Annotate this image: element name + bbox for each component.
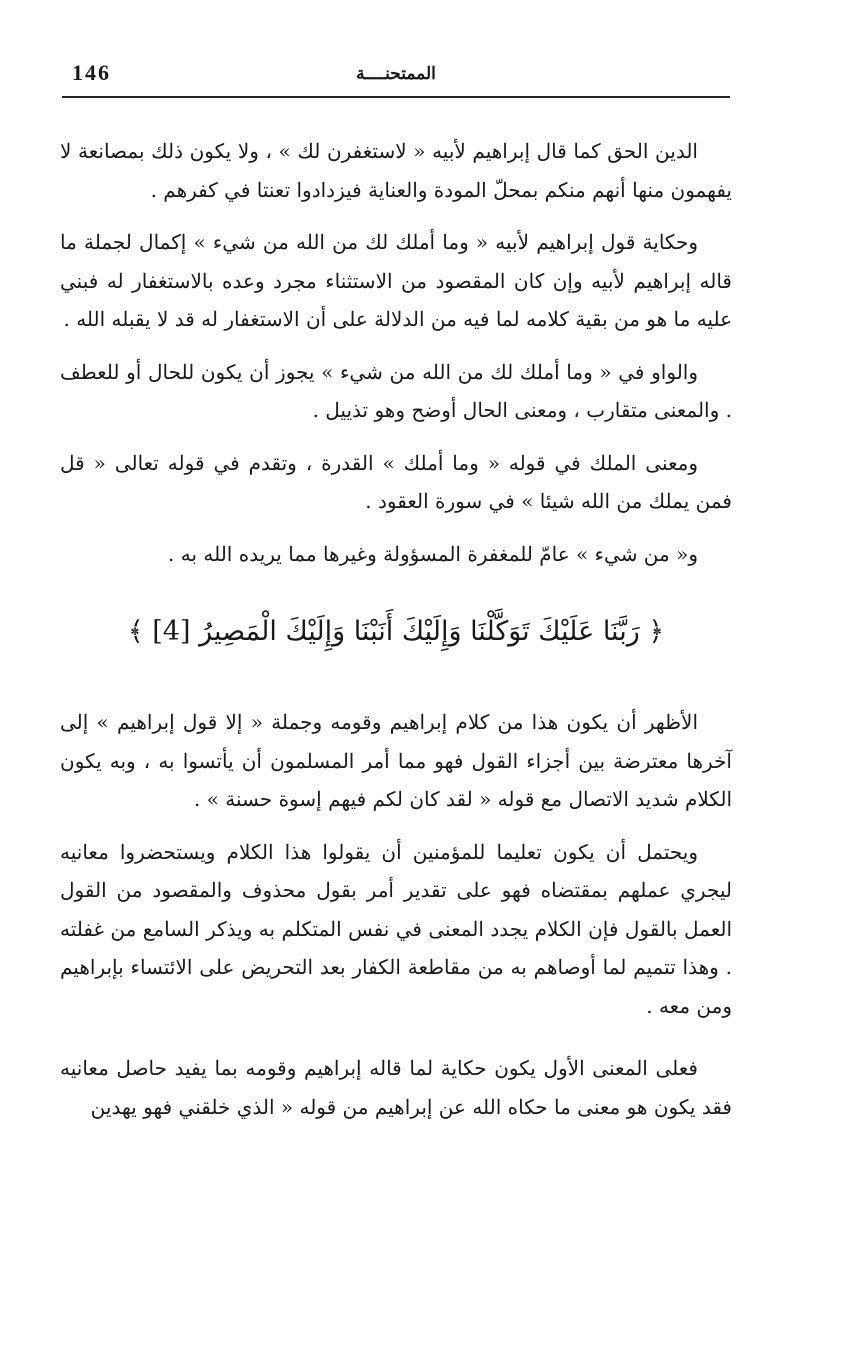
paragraph: فعلى المعنى الأول يكون حكاية لما قاله إبراهيم وقومه بما يفيد حاصل معانيه فقد يكون هو معنى ما حكاه الله عن إبراهيم من قوله « الذي خلقني فهو يهدين: [60, 1056, 732, 1119]
quran-verse: ﴿ رَبَّنَا عَلَيْكَ تَوَكَّلْنَا وَإِلَيْكَ أَنَبْنَا وَإِلَيْكَ الْمَصِيرُ [4] ﴾: [127, 616, 665, 647]
page-number: 146: [72, 60, 111, 85]
running-title: الممتحنــــة: [356, 64, 436, 84]
paragraph: والواو في « وما أملك لك من الله من شيء » يجوز أن يكون للحال أو للعطف . والمعنى متقارب ، ومعنى الحال أوضح وهو تذييل .: [60, 359, 732, 422]
paragraph: ويحتمل أن يكون تعليما للمؤمنين أن يقولوا هذا الكلام ويستحضروا معانيه ليجري عملهم بمقتضاه فهو على تقدير أمر بقول محذوف والمقصود من القول العمل بالقول فإن الكلام يجدد المعنى في نفس المتكلم به ويذكر السامع من غفلته . وهذا تتميم لما أوصاهم به من مقاطعة الكفار بعد التحريض على الائتساء بإبراهيم ومن معه .: [60, 839, 732, 1018]
paragraph: ومعنى الملك في قوله « وما أملك » القدرة ، وتقدم في قوله تعالى « قل فمن يملك من الله شيئا » في سورة العقود .: [60, 450, 732, 513]
paragraph: الدين الحق كما قال إبراهيم لأبيه « لاستغفرن لك » ، ولا يكون ذلك بمصانعة لا يفهمون منها أنهم منكم بمحلّ المودة والعناية فيزدادوا تعنتا في كفرهم .: [60, 139, 732, 202]
page-body: [60, 132, 732, 1126]
header-rule: [62, 96, 730, 98]
paragraph: و« من شيء » عامّ للمغفرة المسؤولة وغيرها مما يريده الله به .: [168, 541, 698, 566]
page-header: [62, 56, 730, 98]
paragraph: الأظهر أن يكون هذا من كلام إبراهيم وقومه وجملة « إلا قول إبراهيم » إلى آخرها معترضة بين أجزاء القول فهو مما أمر المسلمون أن يأتسوا به ، وبه يكون الكلام شديد الاتصال مع قوله « لقد كان لكم فيهم إسوة حسنة » .: [60, 710, 732, 811]
paragraph: وحكاية قول إبراهيم لأبيه « وما أملك لك من الله من شيء » إكمال لجملة ما قاله إبراهيم لأبيه وإن كان المقصود من الاستثناء مجرد وعده بالاستغفار له فبني عليه ما هو من بقية كلامه لما فيه من الدلالة على أن الاستغفار له قد لا يقبله الله .: [60, 230, 732, 331]
